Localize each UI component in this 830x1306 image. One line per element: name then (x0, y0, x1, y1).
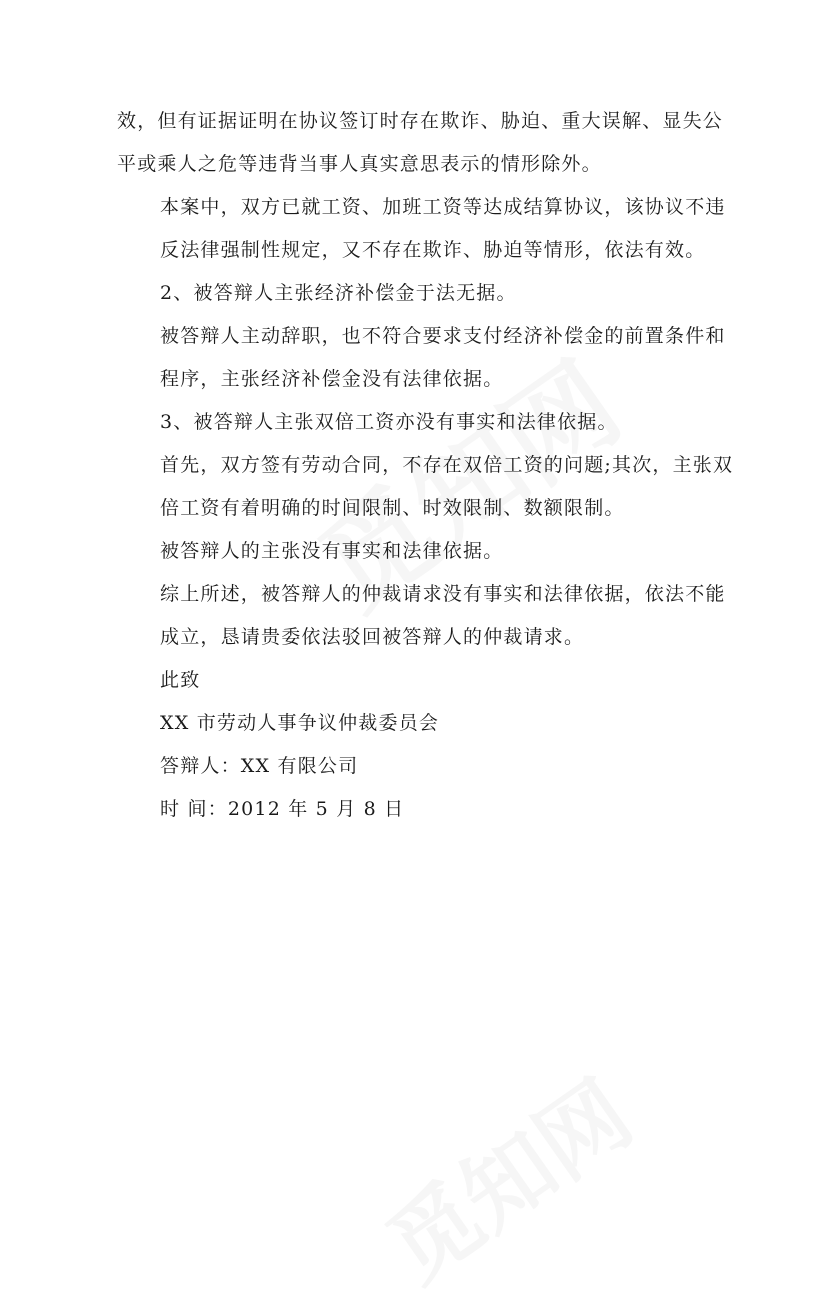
paragraph-p12 (117, 788, 715, 831)
paragraph-line: 答辩人：XX 有限公司 (160, 755, 359, 777)
paragraph-p8 (117, 573, 726, 659)
paragraph-line: 被答辩人的主张没有事实和法律依据。 (160, 540, 504, 562)
paragraph-line: 程序，主张经济补偿金没有法律依据。 (160, 368, 504, 390)
paragraph-p4 (117, 315, 726, 401)
paragraph-p2 (117, 186, 726, 272)
paragraph-p11 (117, 745, 715, 788)
paragraph-line: 综上所述，被答辩人的仲裁请求没有事实和法律依据，依法不能 (160, 583, 726, 605)
document-body (117, 100, 734, 831)
paragraph-p3 (117, 272, 715, 315)
paragraph-p7 (117, 530, 715, 573)
paragraph-p9 (117, 659, 715, 702)
paragraph-p1 (117, 100, 724, 186)
paragraph-line: 3、被答辩人主张双倍工资亦没有事实和法律依据。 (160, 411, 618, 433)
paragraph-line: 本案中，双方已就工资、加班工资等达成结算协议，该协议不违 (160, 196, 726, 218)
paragraph-line: 平或乘人之危等违背当事人真实意思表示的情形除外。 (117, 153, 602, 175)
paragraph-line: 此致 (160, 669, 201, 691)
watermark-bottom (357, 1044, 653, 1305)
paragraph-line: 反法律强制性规定，又不存在欺诈、胁迫等情形，依法有效。 (160, 239, 706, 261)
paragraph-p10 (117, 702, 715, 745)
paragraph-p5 (117, 401, 715, 444)
paragraph-line: 被答辩人主动辞职，也不符合要求支付经济补偿金的前置条件和 (160, 325, 726, 347)
paragraph-line: XX 市劳动人事争议仲裁委员会 (160, 712, 440, 734)
paragraph-line: 首先，双方签有劳动合同，不存在双倍工资的问题;其次，主张双 (160, 454, 734, 476)
paragraph-line: 倍工资有着明确的时间限制、时效限制、数额限制。 (160, 497, 625, 519)
paragraph-line: 成立，恳请贵委依法驳回被答辩人的仲裁请求。 (160, 626, 585, 648)
paragraph-line: 2、被答辩人主张经济补偿金于法无据。 (160, 282, 517, 304)
paragraph-line: 效，但有证据证明在协议签订时存在欺诈、胁迫、重大误解、显失公 (117, 110, 724, 132)
paragraph-line: 时 间：2012 年 5 月 8 日 (160, 798, 405, 820)
paragraph-p6 (117, 444, 734, 530)
